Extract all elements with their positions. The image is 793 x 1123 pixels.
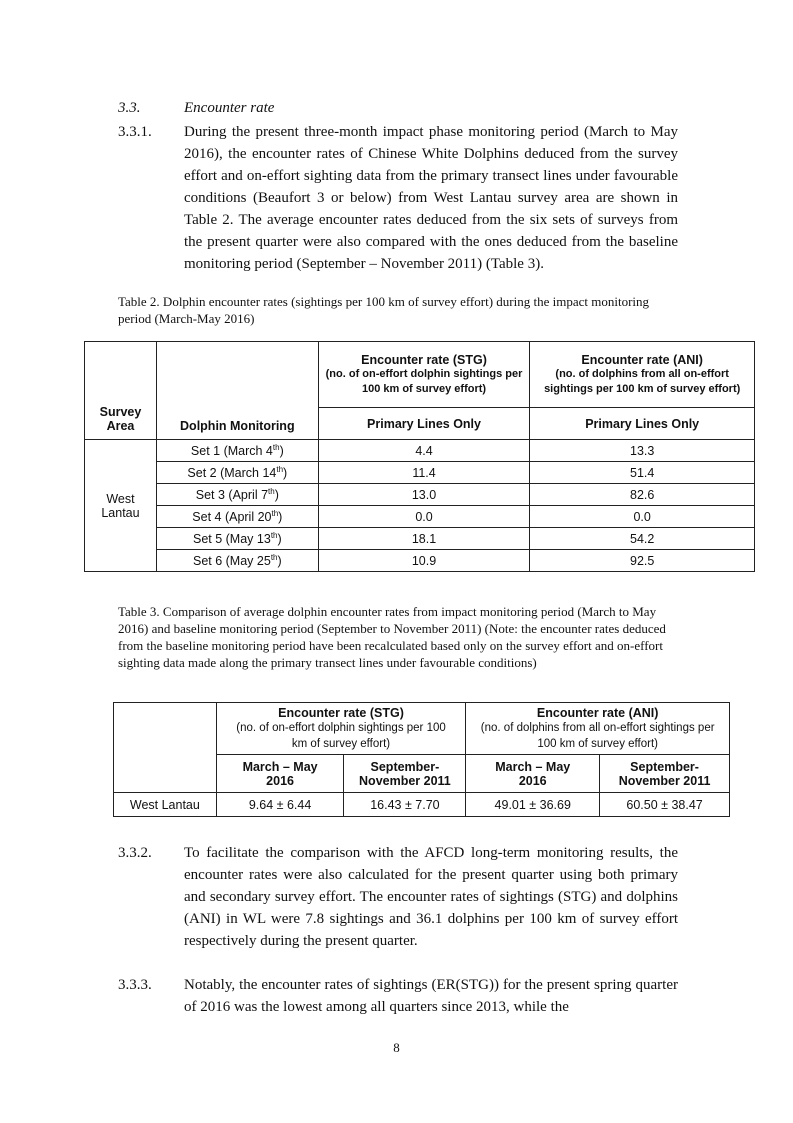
stg-header: Encounter rate (STG) [278, 705, 404, 720]
stg-value: 13.0 [318, 484, 530, 506]
ani-header-cell [530, 342, 755, 408]
paragraph-number: 3.3.1. [118, 124, 152, 140]
stg-subheader: Primary Lines Only [318, 408, 530, 440]
paragraph-3-3-2 [118, 842, 678, 952]
table-row [85, 528, 755, 550]
table-row [114, 793, 730, 817]
value-cell: 49.01 ± 36.69 [466, 793, 600, 817]
stg-header-cell [216, 703, 466, 755]
set-label: Set 2 (March 14th) [156, 462, 318, 484]
table-row [85, 440, 755, 462]
ani-note: (no. of dolphins from all on-effort sightings per 100 km of survey effort) [480, 721, 715, 750]
stg-value: 11.4 [318, 462, 530, 484]
set-label: Set 1 (March 4th) [156, 440, 318, 462]
section-number: 3.3. [118, 100, 141, 116]
paragraph-text: To facilitate the comparison with the AFCD long-term monitoring results, the encounter rates were also calculated for the present quarter using both primary and secondary survey effort. The encounter rates of sightings (STG) and dolphins (ANI) in WL were 7.8 sightings and 36.1 dolphins per 100 km of survey effort respectively during the present quarter. [184, 845, 678, 949]
paragraph-text: Notably, the encounter rates of sightings (ER(STG)) for the present spring quarter of 2016 was the lowest among all quarters since 2013, while the [184, 977, 678, 1015]
ani-subheader: Primary Lines Only [530, 408, 755, 440]
stg-value: 18.1 [318, 528, 530, 550]
value-cell: 60.50 ± 38.47 [600, 793, 730, 817]
ani-value: 0.0 [530, 506, 755, 528]
paragraph-number: 3.3.2. [118, 845, 152, 861]
stg-note: (no. of on-effort dolphin sightings per 100 km of survey effort) [236, 721, 446, 750]
set-label: Set 5 (May 13th) [156, 528, 318, 550]
ani-value: 92.5 [530, 550, 755, 572]
value-cell: 16.43 ± 7.70 [344, 793, 466, 817]
set-label: Set 6 (May 25th) [156, 550, 318, 572]
paragraph-number: 3.3.3. [118, 977, 152, 993]
period-header: September- November 2011 [344, 755, 466, 793]
page-number: 8 [393, 1040, 400, 1055]
ani-value: 13.3 [530, 440, 755, 462]
ani-header-cell [466, 703, 730, 755]
table-row [85, 550, 755, 572]
paragraph-3-3-1 [118, 121, 678, 275]
stg-value: 10.9 [318, 550, 530, 572]
section-title: Encounter rate [184, 100, 275, 116]
section-heading [118, 100, 274, 117]
period-header: March – May 2016 [466, 755, 600, 793]
stg-header-cell [318, 342, 530, 408]
period-header: March – May 2016 [216, 755, 344, 793]
row-label: West Lantau [114, 793, 217, 817]
table-row [85, 506, 755, 528]
table-3 [113, 702, 730, 817]
ani-value: 51.4 [530, 462, 755, 484]
period-header: September- November 2011 [600, 755, 730, 793]
ani-note: (no. of dolphins from all on-effort sightings per 100 km of survey effort) [544, 367, 741, 395]
stg-value: 4.4 [318, 440, 530, 462]
table3-caption: Table 3. Comparison of average dolphin encounter rates from impact monitoring period (March to May 2016) and baseline monitoring period (September to November 2011) (Note: the encounter rates deduced from the baseline monitoring period have been recalculated based only on the survey effort and on-effort sighting data made along the primary transect lines under favourable conditions) [118, 604, 666, 670]
empty-corner-cell [114, 703, 217, 793]
col-dolphin-monitoring: Dolphin Monitoring [156, 342, 318, 440]
stg-value: 0.0 [318, 506, 530, 528]
ani-value: 54.2 [530, 528, 755, 550]
table2-caption: Table 2. Dolphin encounter rates (sightings per 100 km of survey effort) during the impact monitoring period (March-May 2016) [118, 294, 650, 326]
ani-header: Encounter rate (ANI) [536, 705, 659, 720]
table-row [85, 484, 755, 506]
table-2 [84, 341, 755, 572]
ani-value: 82.6 [530, 484, 755, 506]
set-label: Set 4 (April 20th) [156, 506, 318, 528]
table-row [85, 462, 755, 484]
paragraph-text: During the present three-month impact phase monitoring period (March to May 2016), the encounter rates of Chinese White Dolphins deduced from the survey effort and on-effort sighting data from the primary transect lines under favourable conditions (Beaufort 3 or below) from West Lantau survey area are shown in Table 2. The average encounter rates deduced from the six sets of surveys from the present quarter were also compared with the ones deduced from the baseline monitoring period (September – November 2011) (Table 3). [184, 124, 678, 272]
paragraph-3-3-3 [118, 974, 678, 1018]
survey-area-cell: West Lantau [85, 440, 157, 572]
stg-note: (no. of on-effort dolphin sightings per 100 km of survey effort) [325, 367, 523, 395]
set-label: Set 3 (April 7th) [156, 484, 318, 506]
ani-header: Encounter rate (ANI) [581, 352, 703, 367]
value-cell: 9.64 ± 6.44 [216, 793, 344, 817]
stg-header: Encounter rate (STG) [361, 352, 487, 367]
col-survey-area: Survey Area [85, 342, 157, 440]
